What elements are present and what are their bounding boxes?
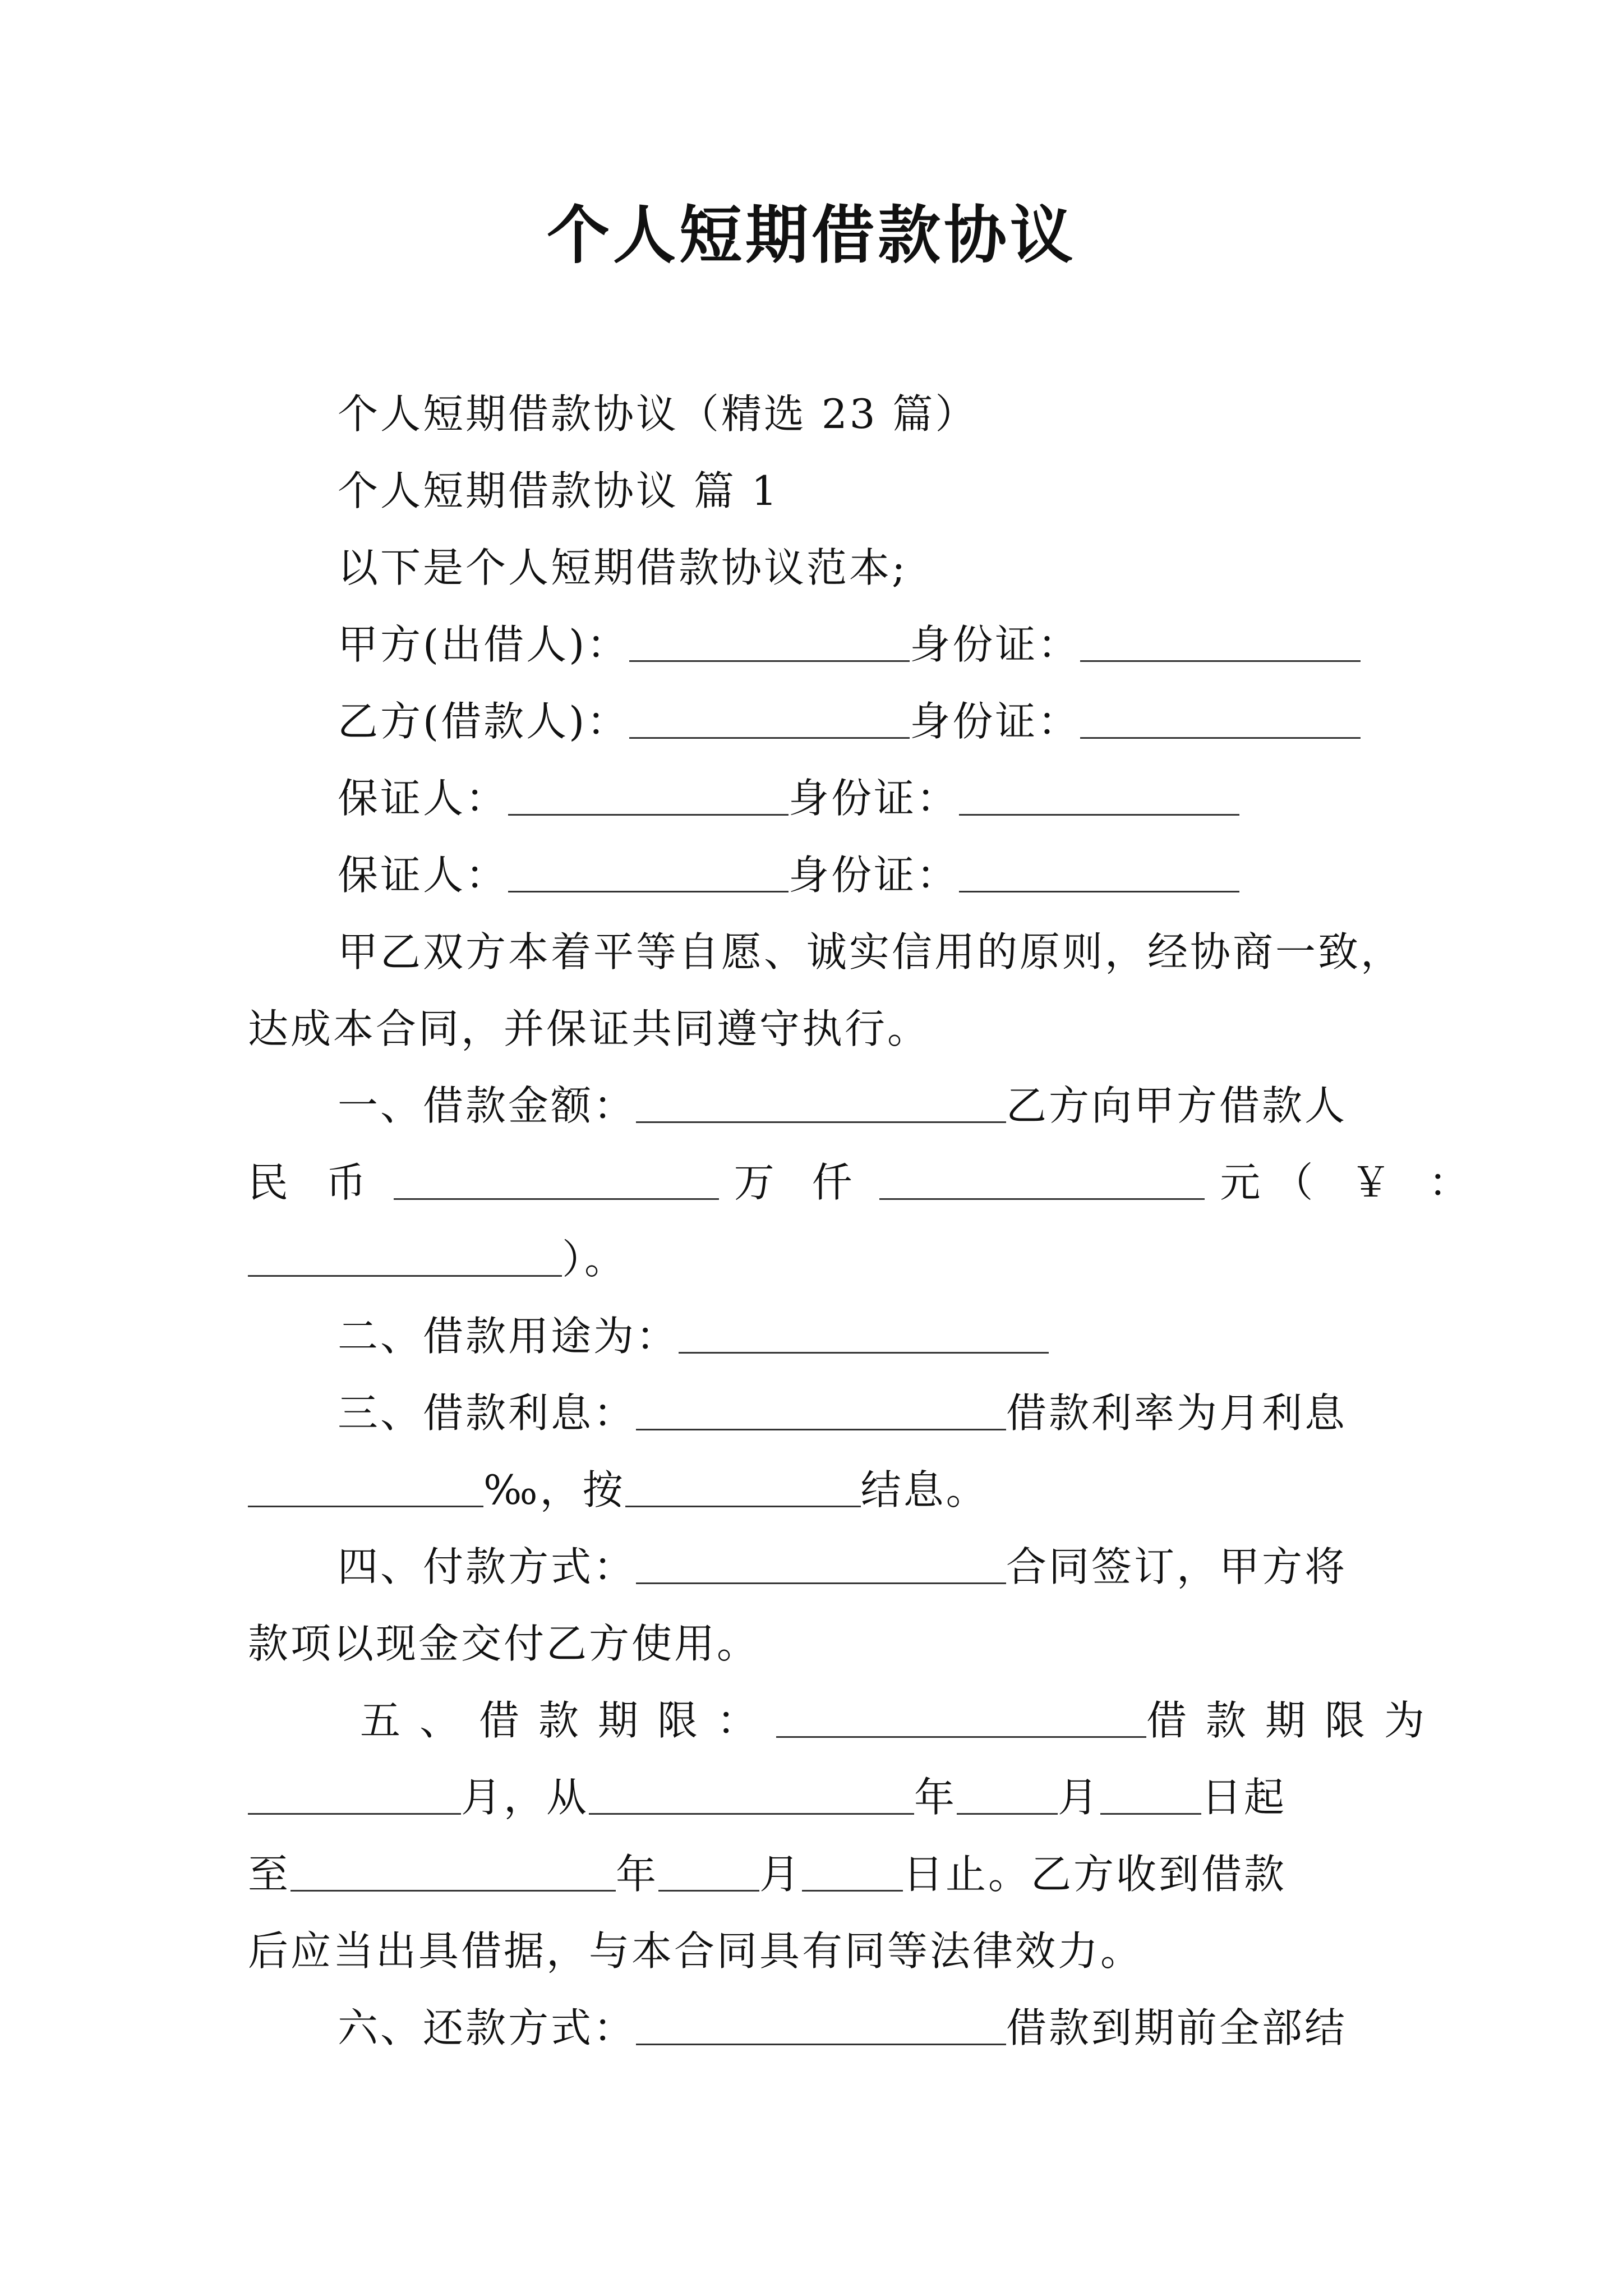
- clause-4-line-2: [248, 1605, 1386, 1682]
- party-a-name-blank[interactable]: [629, 625, 910, 662]
- payment-method-blank[interactable]: [636, 1548, 1006, 1584]
- loan-interest-blank[interactable]: [636, 1394, 1006, 1430]
- clause-3-end: 结息。: [860, 1466, 989, 1513]
- start-year-blank[interactable]: [589, 1778, 914, 1815]
- clause-2-label: 二、借款用途为：: [338, 1313, 679, 1360]
- guarantor-2-line: [248, 837, 1386, 914]
- guarantor-2-label: 保证人：: [338, 852, 509, 899]
- end-year-blank[interactable]: [291, 1855, 616, 1892]
- principle-line-1: [248, 914, 1404, 991]
- clause-3-label: 三、借款利息：: [338, 1389, 637, 1437]
- end-month-label: 月: [759, 1851, 803, 1898]
- clause-1-label: 一、借款金额：: [338, 1082, 637, 1129]
- party-b-line: [248, 683, 1386, 760]
- guarantor-2-name-blank[interactable]: [508, 856, 789, 892]
- clause-5-line-2: [248, 1759, 1386, 1836]
- repayment-method-blank[interactable]: [636, 2009, 1006, 2045]
- clause-3-tail: 借款利率为月利息: [1006, 1389, 1348, 1437]
- clause-4-line2-text: 款项以现金交付乙方使用。: [248, 1620, 760, 1667]
- clause-5-tail: 借款期限为: [1146, 1697, 1444, 1744]
- clause-6-tail: 借款到期前全部结: [1006, 2004, 1348, 2051]
- section-heading: [248, 453, 1386, 530]
- clause-6-label: 六、还款方式：: [338, 2004, 637, 2051]
- amount-figure-blank[interactable]: [248, 1240, 562, 1277]
- loan-amount-blank[interactable]: [636, 1087, 1006, 1123]
- party-a-label: 甲方(出借人)：: [338, 621, 630, 668]
- clause-1-line-2: [248, 1144, 1482, 1221]
- start-month-blank[interactable]: [957, 1778, 1058, 1815]
- clause-1-end: ）。: [562, 1236, 628, 1283]
- document-body: [248, 376, 1482, 2067]
- principle-line-2: [248, 991, 1386, 1068]
- loan-purpose-blank[interactable]: [679, 1317, 1049, 1354]
- clause-1-yuan: 元（ ￥ ：: [1220, 1159, 1482, 1206]
- clause-5-line-3: [248, 1836, 1386, 1913]
- clause-5-zhi-end: 日止。乙方收到借款: [903, 1851, 1287, 1898]
- guarantor-1-id-blank[interactable]: [959, 779, 1239, 816]
- end-day-blank[interactable]: [802, 1855, 903, 1892]
- guarantor-1-name-blank[interactable]: [508, 779, 789, 816]
- end-year-label: 年: [616, 1851, 659, 1898]
- guarantor-2-id-blank[interactable]: [959, 856, 1239, 892]
- party-a-id-label: 身份证：: [910, 621, 1081, 668]
- clause-1-tail: 乙方向甲方借款人: [1006, 1082, 1348, 1129]
- clause-5-line-4: [248, 1913, 1386, 1990]
- party-a-id-blank[interactable]: [1080, 625, 1361, 662]
- interest-settlement-blank[interactable]: [625, 1471, 861, 1507]
- start-year-label: 年: [914, 1774, 957, 1821]
- guarantor-2-id-label: 身份证：: [789, 852, 960, 899]
- party-b-label: 乙方(借款人)：: [338, 698, 630, 745]
- principle-text-1: 甲乙双方本着平等自愿、诚实信用的原则，经协商一致，: [338, 928, 1404, 976]
- clause-4-line-1: [248, 1529, 1386, 1605]
- clause-5-line4-text: 后应当出具借据，与本合同具有同等法律效力。: [248, 1927, 1144, 1975]
- party-b-id-label: 身份证：: [910, 698, 1081, 745]
- term-months-blank[interactable]: [248, 1778, 461, 1815]
- clause-5-label: 五、借款期限：: [360, 1697, 777, 1744]
- clause-6-line-1: [248, 1990, 1386, 2067]
- loan-term-blank[interactable]: [776, 1701, 1146, 1738]
- start-month-label: 月: [1058, 1774, 1101, 1821]
- clause-1-line-1: [248, 1068, 1386, 1144]
- clause-5-qi: 日起: [1201, 1774, 1287, 1821]
- clause-3-permille: ‰，按: [483, 1466, 625, 1513]
- intro-line: [248, 530, 1386, 606]
- clause-4-label: 四、付款方式：: [338, 1543, 637, 1590]
- document-title: 个人短期借款协议: [547, 199, 1076, 272]
- principle-text-2: 达成本合同，并保证共同遵守执行。: [248, 1005, 930, 1052]
- guarantor-1-line: [248, 760, 1386, 837]
- clause-1-wan: 万 仟: [734, 1159, 865, 1206]
- clause-5-zhi: 至: [248, 1851, 291, 1898]
- interest-rate-blank[interactable]: [248, 1471, 483, 1507]
- clause-5-line-1: [248, 1682, 1444, 1759]
- clause-3-line-1: [248, 1375, 1386, 1452]
- clause-2-line: [248, 1298, 1386, 1375]
- party-b-name-blank[interactable]: [629, 702, 910, 739]
- clause-1-line-3: [248, 1221, 1386, 1298]
- intro-text: 以下是个人短期借款协议范本;: [338, 544, 908, 591]
- guarantor-1-id-label: 身份证：: [789, 775, 960, 822]
- clause-1-rmb: 民 币: [248, 1159, 379, 1206]
- clause-5-month: 月，从: [461, 1774, 589, 1821]
- end-month-blank[interactable]: [658, 1855, 759, 1892]
- amount-wan-blank[interactable]: [394, 1163, 719, 1200]
- amount-qian-blank[interactable]: [879, 1163, 1205, 1200]
- party-a-line: [248, 606, 1386, 683]
- guarantor-1-label: 保证人：: [338, 775, 509, 822]
- subtitle-line: [248, 376, 1386, 453]
- clause-4-tail: 合同签订，甲方将: [1006, 1543, 1348, 1590]
- clause-3-line-2: [248, 1452, 1386, 1529]
- start-day-blank[interactable]: [1100, 1778, 1201, 1815]
- subtitle-text: 个人短期借款协议（精选 23 篇）: [338, 390, 978, 438]
- section-heading-text: 个人短期借款协议 篇 1: [338, 467, 780, 514]
- party-b-id-blank[interactable]: [1080, 702, 1361, 739]
